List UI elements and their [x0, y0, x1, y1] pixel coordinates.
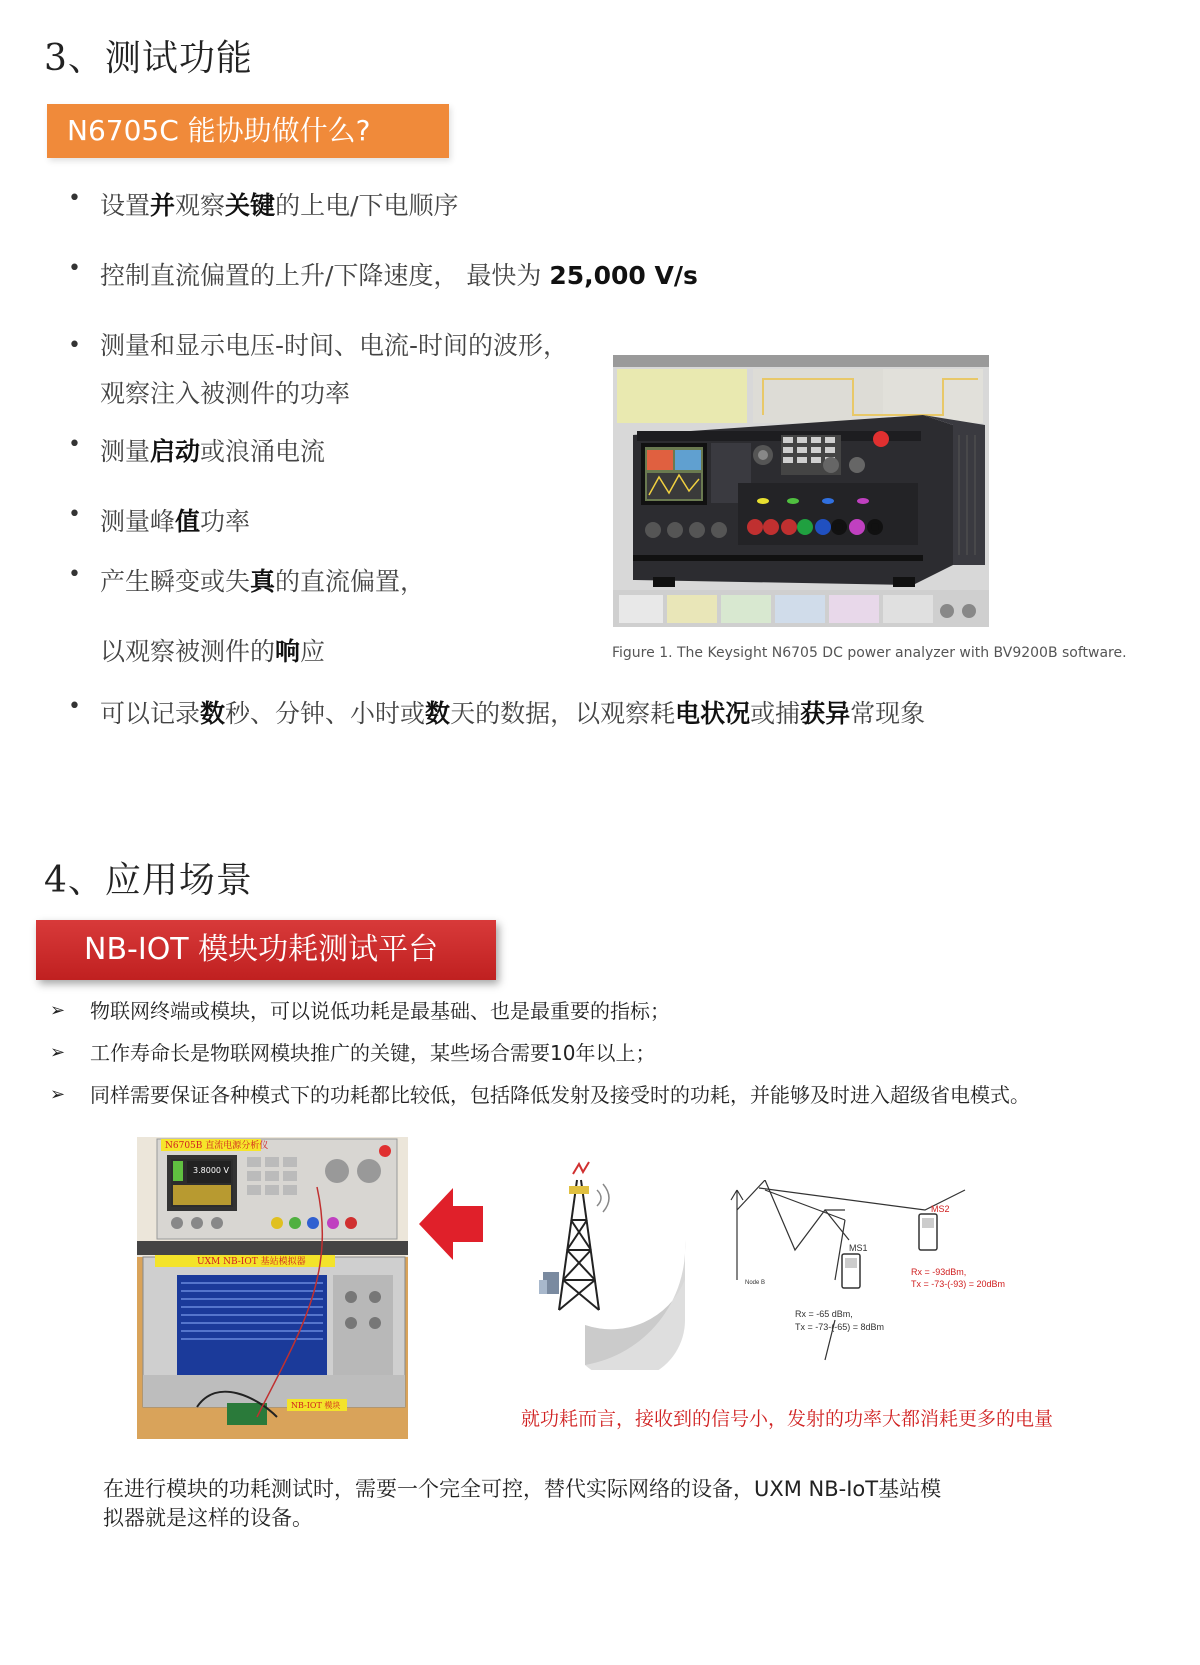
bullet-item	[68, 502, 250, 538]
text-segment: 常现象	[850, 699, 926, 728]
svg-text:3.8000 V: 3.8000 V	[193, 1166, 230, 1175]
bullet-item	[68, 694, 925, 730]
bullet-dot-icon: •	[68, 694, 81, 719]
bullet-dot-icon: •	[68, 333, 81, 358]
text-segment: 功率	[200, 507, 251, 536]
conclusion-line-2: 拟器就是这样的设备。	[103, 1506, 313, 1530]
text-segment: 控制直流偏置的上升/下降速度， 最快为	[100, 261, 550, 290]
bullet-dot-icon: •	[68, 432, 81, 457]
signal-path-illustration	[725, 1180, 1015, 1370]
nbiot-point	[50, 1032, 1190, 1074]
arrowhead-icon: ➢	[50, 1000, 66, 1021]
test-setup-illustration	[137, 1137, 408, 1439]
n6705-analyzer-illustration	[613, 355, 989, 627]
figure-1-caption: Figure 1. The Keysight N6705 DC power analyzer with BV9200B software.	[612, 645, 1127, 661]
n6705-analyzer-image	[613, 355, 989, 627]
ms1-label: MS1	[849, 1243, 868, 1253]
photo-label-bottom: NB-IOT 模块	[291, 1401, 341, 1410]
bullet-dot-icon: •	[68, 562, 81, 587]
section-4-heading: 4、应用场景	[44, 860, 253, 901]
text-segment: 或浪涌电流	[200, 437, 326, 466]
nbiot-point-text: 工作寿命长是物联网模块推广的关键，某些场合需要10年以上；	[90, 1041, 656, 1065]
bold-text-segment: 启动	[150, 437, 201, 466]
text-segment: 设置	[100, 191, 151, 220]
photo-label-mid: UXM NB-IOT 基站模拟器	[197, 1257, 306, 1267]
bold-text-segment: 电状况	[675, 699, 751, 728]
bullet-item-line2	[100, 632, 425, 668]
bullet-item	[68, 256, 698, 292]
arrowhead-icon: ➢	[50, 1084, 66, 1105]
text-segment: 产生瞬变或失	[100, 567, 251, 596]
bold-text-segment: 25,000 V/s	[549, 261, 698, 290]
bullet-item-line2: 观察注入被测件的功率	[100, 379, 351, 408]
ms1-tx-label: Tx = -73-(-65) = 8dBm	[795, 1322, 885, 1332]
nbiot-point	[50, 990, 1190, 1032]
bold-text-segment: 值	[175, 507, 201, 536]
arrowhead-icon: ➢	[50, 1042, 66, 1063]
bold-text-segment: 数	[200, 699, 226, 728]
ms2-label: MS2	[931, 1204, 950, 1214]
cell-tower-icon	[525, 1160, 695, 1370]
text-segment: 测量和显示电压-时间、电流-时间的波形，	[100, 331, 569, 360]
nbiot-point-text: 同样需要保证各种模式下的功耗都比较低，包括降低发射及接受时的功耗，并能够及时进入超级省电模式。	[90, 1083, 1030, 1107]
text-segment: 测量	[100, 437, 151, 466]
text-segment: 的直流偏置，	[275, 567, 426, 596]
text-segment: 测量峰	[100, 507, 176, 536]
bold-text-segment: 响	[275, 637, 301, 666]
bold-text-segment: 关键	[225, 191, 276, 220]
bullet-dot-icon: •	[68, 186, 81, 211]
power-consumption-caption: 就功耗而言，接收到的信号小，发射的功率大都消耗更多的电量	[521, 1408, 1054, 1430]
nbiot-point-text: 物联网终端或模块，可以说低功耗是最基础、也是最重要的指标；	[90, 999, 670, 1023]
bold-text-segment: 真	[250, 567, 276, 596]
text-segment: 以观察被测件的	[100, 637, 276, 666]
photo-label-top: N6705B 直流电源分析仪	[165, 1141, 269, 1151]
bold-text-segment: 获异	[800, 699, 851, 728]
section-4-title-box: NB-IOT 模块功耗测试平台	[36, 920, 496, 980]
text-segment: 的上电/下电顺序	[275, 191, 459, 220]
test-setup-photo	[137, 1137, 408, 1439]
conclusion-line-1: 在进行模块的功耗测试时，需要一个完全可控，替代实际网络的设备，UXM NB-IoT基站模	[103, 1477, 942, 1501]
bold-text-segment: 数	[425, 699, 451, 728]
signal-path-diagram	[725, 1180, 1015, 1370]
node-b-label: Node B	[745, 1280, 766, 1286]
section-3-heading: 3、测试功能	[44, 38, 253, 79]
text-segment: 观察	[175, 191, 226, 220]
nbiot-point	[50, 1074, 1190, 1116]
text-segment: 或捕	[750, 699, 801, 728]
ms1-rx-label: Rx = -65 dBm,	[795, 1309, 853, 1319]
red-arrow-icon	[419, 1188, 483, 1260]
base-station-tower-diagram	[525, 1160, 695, 1370]
text-segment: 应	[300, 637, 326, 666]
text-segment: 秒、分钟、小时或	[225, 699, 426, 728]
bullet-item	[68, 186, 459, 222]
ms2-tx-label: Tx = -73-(-93) = 20dBm	[911, 1279, 1006, 1289]
bullet-item	[68, 562, 425, 668]
bullet-item	[68, 432, 325, 468]
text-segment: 可以记录	[100, 699, 201, 728]
bullet-dot-icon: •	[68, 502, 81, 527]
bold-text-segment: 并	[150, 191, 176, 220]
nbiot-point-list	[50, 990, 1190, 1116]
bullet-dot-icon: •	[68, 256, 81, 281]
bullet-item	[68, 322, 568, 418]
ms2-rx-label: Rx = -93dBm,	[911, 1267, 967, 1277]
section-3-title-box: N6705C 能协助做什么?	[47, 104, 449, 158]
text-segment: 天的数据，以观察耗	[450, 699, 676, 728]
